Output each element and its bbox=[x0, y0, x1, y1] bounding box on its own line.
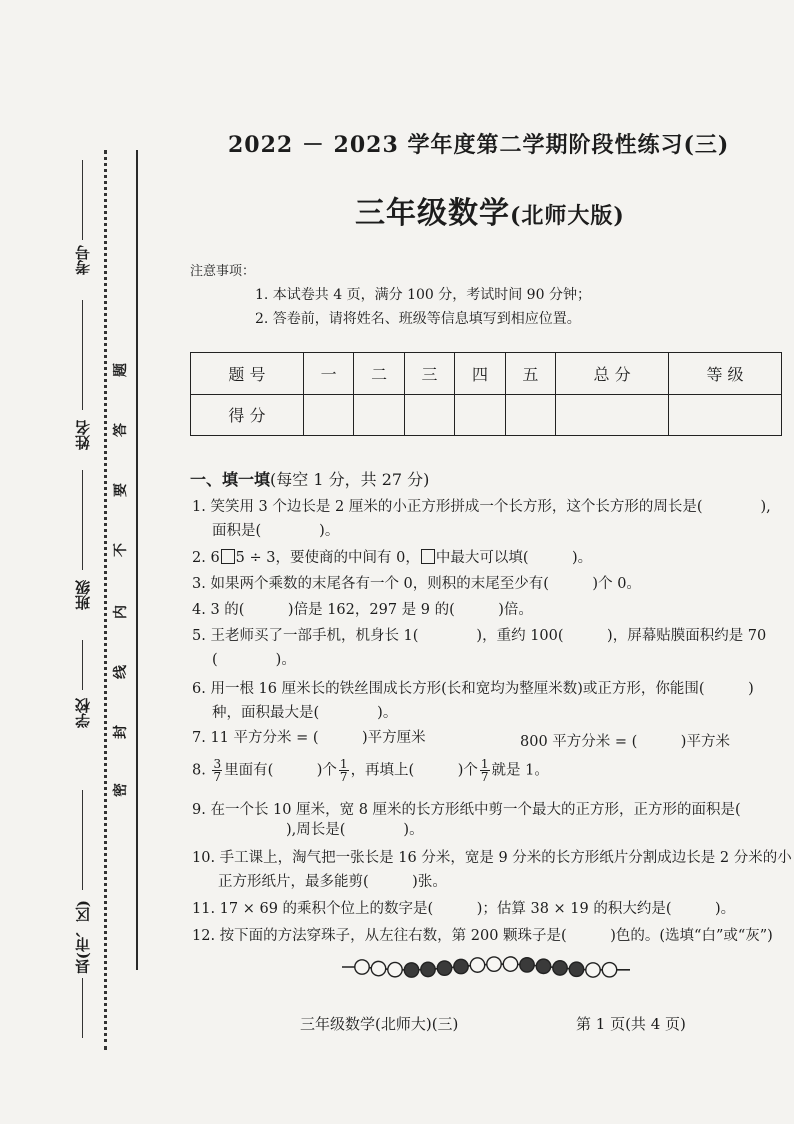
fraction-numerator: 1 bbox=[480, 757, 489, 771]
fraction-denominator: 7 bbox=[480, 770, 489, 784]
score-table-score-row bbox=[191, 394, 782, 436]
seal-char: 线 bbox=[113, 665, 129, 679]
name-label: 姓名 bbox=[74, 420, 92, 450]
score-cell: 四 bbox=[455, 353, 505, 395]
seal-char: 要 bbox=[113, 483, 129, 497]
score-blank-cell[interactable] bbox=[556, 394, 669, 436]
class-label: 班级 bbox=[74, 580, 92, 610]
footer-subject: 三年级数学(北师大)(三) bbox=[300, 1015, 459, 1033]
gray-bead bbox=[520, 958, 534, 972]
score-blank-cell[interactable] bbox=[303, 394, 353, 436]
score-cell: 三 bbox=[404, 353, 454, 395]
white-bead bbox=[470, 958, 484, 972]
question-10-line-1: 10. 手工课上，淘气把一张长是 16 分米，宽是 9 分米的长方形纸片分割成边长是 2 分米的小 bbox=[192, 850, 792, 866]
notice-item: 2. 答卷前，请将姓名、班级等信息填写到相应位置。 bbox=[255, 311, 581, 327]
white-bead bbox=[602, 963, 616, 977]
seal-char: 不 bbox=[113, 543, 129, 557]
question-8-text-3: 就是 1。 bbox=[491, 762, 549, 779]
question-10-line-2: 正方形纸片，最多能剪( )张。 bbox=[218, 874, 447, 890]
section-title: 一、填一填 bbox=[190, 470, 271, 489]
seal-char: 答 bbox=[113, 423, 129, 437]
name-rule bbox=[82, 300, 83, 410]
fraction-denominator: 7 bbox=[213, 770, 222, 784]
blank-box-icon bbox=[421, 549, 435, 564]
question-5-line-2: ( )。 bbox=[212, 652, 296, 668]
question-3: 3. 如果两个乘数的末尾各有一个 0，则积的末尾至少有( )个 0。 bbox=[192, 576, 641, 592]
question-11: 11. 17 × 69 的乘积个位上的数字是( )；估算 38 × 19 的积大约是( )。 bbox=[192, 901, 736, 917]
score-cell: 总 分 bbox=[556, 353, 669, 395]
question-8-label: 8. bbox=[192, 762, 206, 779]
gray-bead bbox=[536, 959, 550, 973]
fraction-denominator: 7 bbox=[339, 770, 348, 784]
subtitle-main: 三年级数学 bbox=[355, 196, 510, 231]
score-blank-cell[interactable] bbox=[505, 394, 555, 436]
question-8 bbox=[192, 758, 549, 783]
white-bead bbox=[355, 960, 369, 974]
notice-heading: 注意事项： bbox=[190, 264, 256, 279]
question-1-line-2: 面积是( )。 bbox=[212, 523, 340, 539]
section-heading bbox=[190, 467, 429, 490]
binding-margin bbox=[0, 0, 150, 1124]
question-2 bbox=[192, 548, 592, 568]
score-cell: 一 bbox=[303, 353, 353, 395]
exam-number-rule bbox=[82, 160, 83, 240]
gray-bead bbox=[454, 959, 468, 973]
question-8-text-1: 里面有( )个 bbox=[224, 762, 337, 779]
dotted-cut-line bbox=[104, 150, 107, 1050]
question-6-line-1: 6. 用一根 16 厘米长的铁丝围成长方形(长和宽均为整厘米数)或正方形，你能围( ) bbox=[192, 681, 754, 697]
blank-box-icon bbox=[221, 549, 235, 564]
question-6-line-2: 种，面积最大是( )。 bbox=[212, 705, 398, 721]
score-blank-cell[interactable] bbox=[404, 394, 454, 436]
seal-char: 题 bbox=[113, 363, 129, 377]
gray-bead bbox=[404, 963, 418, 977]
score-table bbox=[190, 352, 782, 436]
question-12: 12. 按下面的方法穿珠子，从左往右数，第 200 颗珠子是( )色的。(选填“白”或“灰”) bbox=[192, 928, 773, 944]
section-points: (每空 1 分，共 27 分) bbox=[270, 470, 430, 489]
fraction-numerator: 1 bbox=[339, 757, 348, 771]
fraction-numerator: 3 bbox=[213, 757, 222, 771]
score-table-header-row bbox=[191, 353, 782, 395]
seal-char: 内 bbox=[113, 605, 129, 619]
question-8-text-2: ，再填上( )个 bbox=[350, 762, 478, 779]
county-label: 县(市、区) bbox=[74, 900, 92, 975]
exam-title: 2022 － 2023 学年度第二学期阶段性练习(三) bbox=[228, 132, 730, 158]
seal-char: 封 bbox=[113, 725, 129, 739]
question-4: 4. 3 的( )倍是 162，297 是 9 的( )倍。 bbox=[192, 602, 533, 618]
question-2-suffix: 中最大可以填( )。 bbox=[435, 550, 593, 566]
question-5-line-1: 5. 王老师买了一部手机，机身长 1( )，重约 100( )，屏幕贴膜面积约是 70 bbox=[192, 628, 767, 644]
county-rule-bottom bbox=[82, 978, 83, 1038]
bead-string-diagram bbox=[340, 952, 630, 986]
score-cell: 题 号 bbox=[191, 353, 304, 395]
footer-page-number: 第 1 页(共 4 页) bbox=[576, 1015, 686, 1033]
class-rule bbox=[82, 470, 83, 570]
subtitle-edition: (北师大版) bbox=[510, 203, 625, 229]
question-2-middle: 5 ÷ 3，要使商的中间有 0， bbox=[235, 550, 420, 566]
score-cell: 等 级 bbox=[669, 353, 782, 395]
gray-bead bbox=[569, 962, 583, 976]
score-blank-cell[interactable] bbox=[354, 394, 404, 436]
gray-bead bbox=[553, 961, 567, 975]
score-cell: 五 bbox=[505, 353, 555, 395]
question-7-part-2: 800 平方分米 = ( )平方米 bbox=[520, 734, 730, 750]
white-bead bbox=[487, 957, 501, 971]
notice-item: 1. 本试卷共 4 页，满分 100 分，考试时间 90 分钟； bbox=[255, 287, 591, 303]
county-rule bbox=[82, 790, 83, 890]
exam-subtitle bbox=[355, 188, 625, 232]
gray-bead bbox=[421, 962, 435, 976]
question-7-part-1: 7. 11 平方分米 = ( )平方厘米 bbox=[192, 730, 426, 746]
fraction-one-seventh bbox=[480, 758, 490, 783]
fraction-one-seventh bbox=[339, 758, 349, 783]
seal-char: 密 bbox=[113, 783, 129, 797]
gray-bead bbox=[437, 961, 451, 975]
score-cell: 得 分 bbox=[191, 394, 304, 436]
white-bead bbox=[371, 961, 385, 975]
seal-line bbox=[136, 150, 138, 970]
question-9-line-1: 9. 在一个长 10 厘米，宽 8 厘米的长方形纸中剪一个最大的正方形，正方形的面积是( bbox=[192, 802, 741, 818]
exam-number-label: 考号 bbox=[74, 245, 92, 275]
school-rule bbox=[82, 640, 83, 690]
question-9-line-2: ),周长是( )。 bbox=[286, 822, 424, 838]
score-cell: 二 bbox=[354, 353, 404, 395]
school-label: 学校 bbox=[74, 698, 92, 728]
fraction-three-sevenths bbox=[212, 758, 222, 783]
score-blank-cell[interactable] bbox=[455, 394, 505, 436]
score-blank-cell[interactable] bbox=[669, 394, 782, 436]
question-2-prefix: 2. 6 bbox=[192, 550, 220, 566]
question-1-line-1: 1. 笑笑用 3 个边长是 2 厘米的小正方形拼成一个长方形，这个长方形的周长是( ), bbox=[192, 499, 771, 515]
white-bead bbox=[586, 963, 600, 977]
white-bead bbox=[388, 962, 402, 976]
white-bead bbox=[503, 957, 517, 971]
